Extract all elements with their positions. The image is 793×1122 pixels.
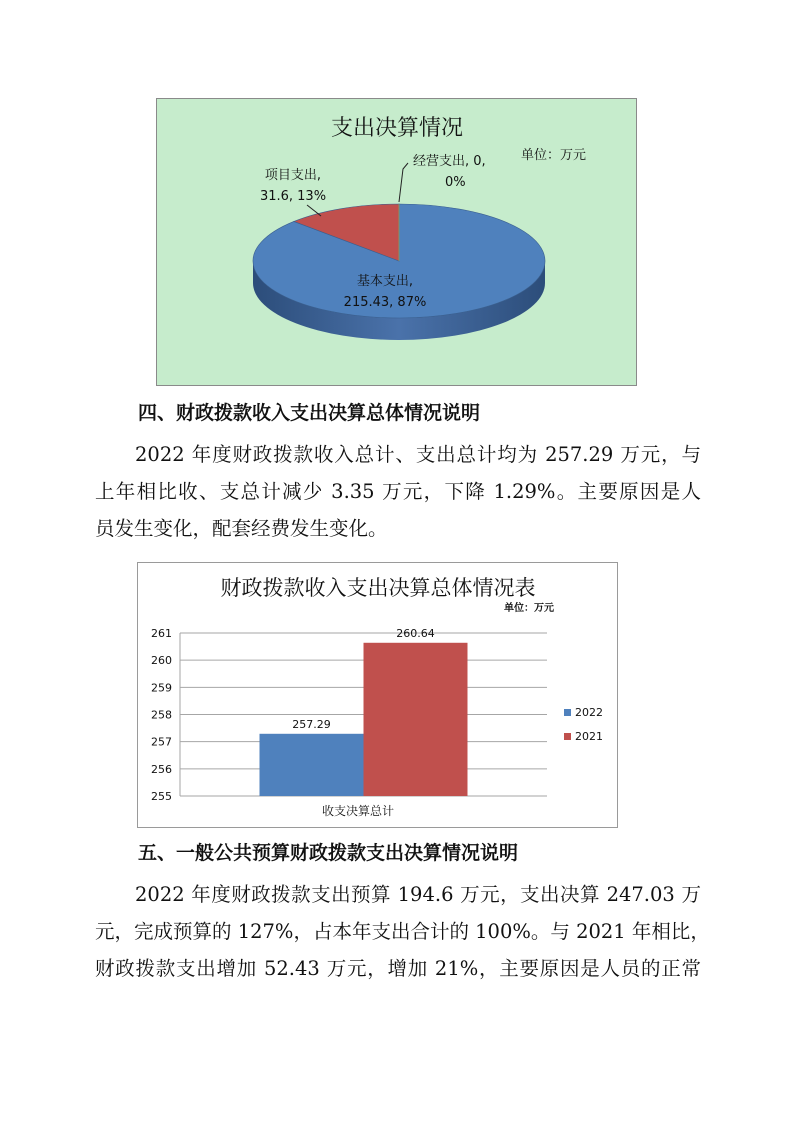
bar-2021 bbox=[364, 643, 468, 796]
paragraph-line: 员发生变化，配套经费发生变化。 bbox=[95, 517, 388, 540]
paragraph-line: 2022 年度财政拨款支出预算 194.6 万元，支出决算 247.03 万 bbox=[135, 883, 701, 906]
legend-swatch-2022 bbox=[564, 709, 571, 716]
y-tick-label: 257 bbox=[151, 735, 172, 749]
bar-chart-svg bbox=[138, 563, 616, 826]
pie-chart-expenditure bbox=[156, 98, 637, 386]
pie-label-project-line1: 项目支出, bbox=[264, 168, 322, 183]
y-tick-label: 255 bbox=[151, 790, 172, 803]
pie-label-basic-line1: 基本支出, bbox=[356, 274, 414, 289]
paragraph-line: 上年相比收、支总计减少 3.35 万元，下降 1.29%。主要原因是人 bbox=[95, 480, 701, 503]
pie-label-operating-line2: 0% bbox=[445, 175, 466, 190]
y-tick-label: 260 bbox=[151, 654, 172, 668]
paragraph-line: 元，完成预算的 127%，占本年支出合计的 100%。与 2021 年相比， bbox=[95, 920, 710, 943]
pie-label-basic-line2: 215.43, 87% bbox=[343, 295, 427, 310]
pie-label-operating-line1: 经营支出, 0, bbox=[413, 154, 486, 169]
paragraph-revenue-summary bbox=[95, 436, 701, 547]
bar-title: 财政拨款收入支出决算总体情况表 bbox=[220, 576, 536, 600]
y-tick-label: 256 bbox=[151, 762, 172, 776]
paragraph-general-budget bbox=[95, 876, 710, 987]
pie-chart-svg bbox=[157, 99, 635, 384]
paragraph-line: 财政拨款支出增加 52.43 万元，增加 21%，主要原因是人员的正常 bbox=[95, 957, 701, 980]
legend-label-2022: 2022 bbox=[575, 706, 603, 719]
bar-chart-revenue-expenditure bbox=[137, 562, 618, 828]
bar-data-label-2022: 257.29 bbox=[292, 717, 331, 731]
legend-label-2021: 2021 bbox=[575, 730, 603, 743]
y-tick-label: 261 bbox=[151, 627, 172, 640]
pie-leader-line-operating bbox=[399, 163, 408, 202]
section-heading-4: 四、财政拨款收入支出决算总体情况说明 bbox=[138, 402, 481, 424]
bar-data-label-2021: 260.64 bbox=[396, 626, 435, 640]
bar-2022 bbox=[260, 734, 364, 796]
bar-category-label: 收支决算总计 bbox=[321, 804, 395, 818]
legend-swatch-2021 bbox=[564, 733, 571, 740]
y-tick-label: 258 bbox=[151, 708, 172, 722]
bar-unit-label: 单位：万元 bbox=[504, 603, 554, 614]
section-heading-5: 五、一般公共预算财政拨款支出决算情况说明 bbox=[138, 842, 519, 864]
pie-label-project-line2: 31.6, 13% bbox=[259, 189, 327, 204]
pie-title: 支出决算情况 bbox=[330, 116, 464, 141]
paragraph-line: 2022 年度财政拨款收入总计、支出总计均为 257.29 万元，与 bbox=[135, 443, 701, 466]
y-tick-label: 259 bbox=[151, 681, 172, 695]
pie-unit-label: 单位：万元 bbox=[521, 148, 587, 163]
